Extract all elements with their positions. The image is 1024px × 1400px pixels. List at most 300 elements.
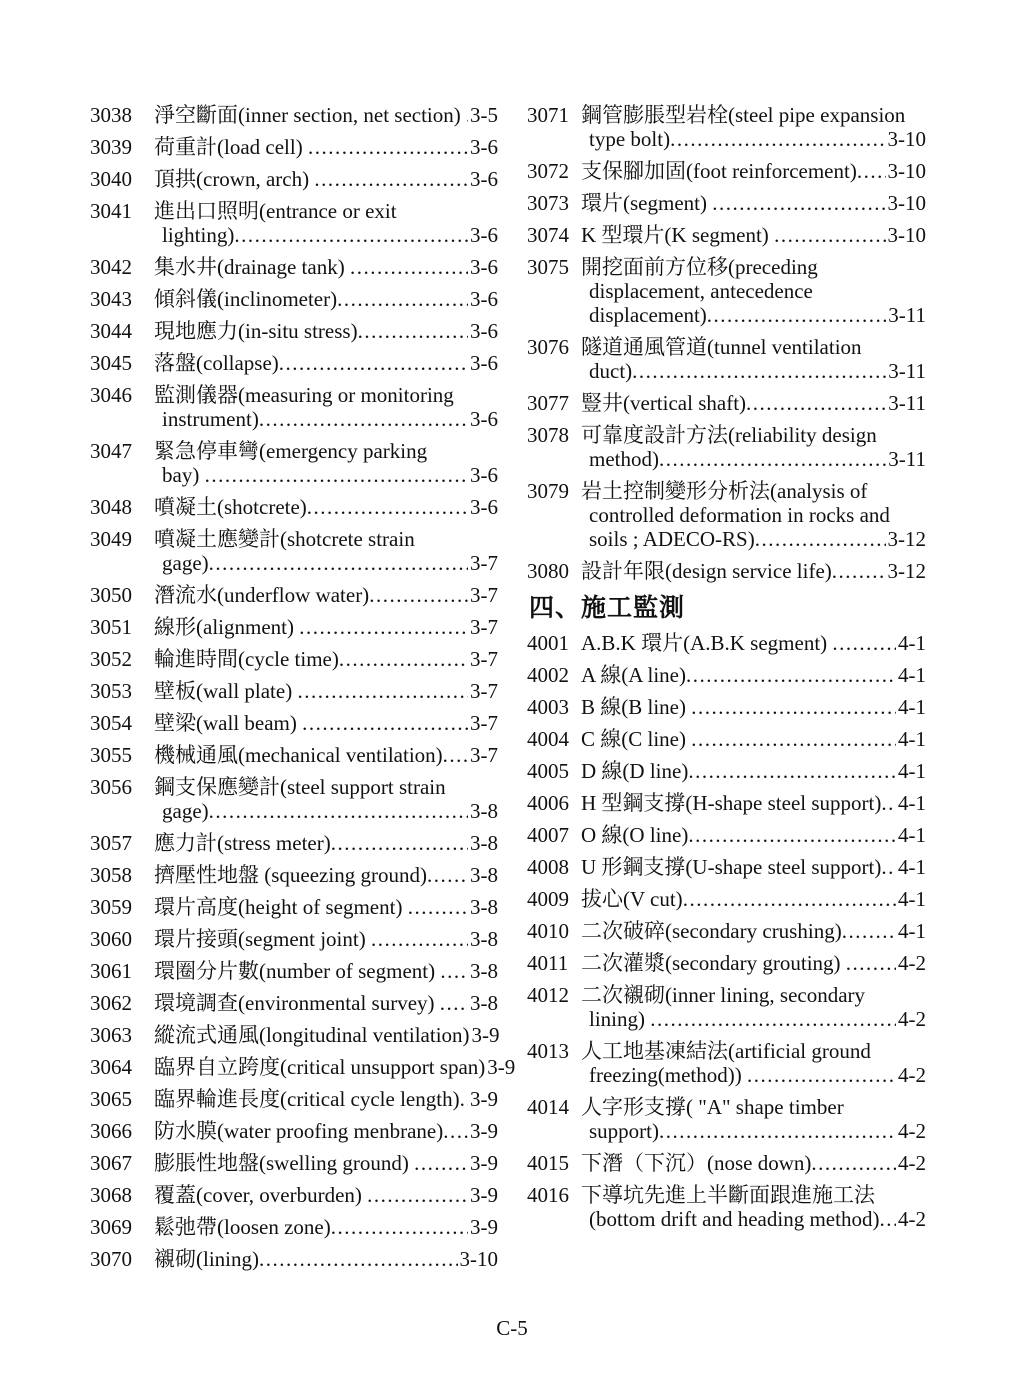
entry-number: 3056 — [90, 775, 132, 799]
entry-number: 3066 — [90, 1119, 132, 1143]
entry-page-ref: 3-10 — [887, 223, 926, 247]
entry-content — [154, 255, 498, 279]
entry-number: 3041 — [90, 199, 132, 223]
dot-leader — [688, 823, 896, 847]
entry-content — [581, 335, 926, 383]
entry-number: 3058 — [90, 863, 132, 887]
entry-number: 4007 — [527, 823, 569, 847]
entry-content — [154, 287, 498, 311]
dot-leader — [443, 1119, 468, 1143]
entry-page-ref: 3-6 — [470, 167, 498, 191]
entry-content — [154, 1023, 498, 1047]
dot-leader — [205, 463, 468, 487]
entry-page-ref: 3-9 — [470, 1087, 498, 1111]
entry-text: U 形鋼支撐(U-shape steel support) — [581, 855, 882, 879]
index-entry — [527, 695, 926, 719]
entry-content — [154, 743, 498, 767]
entry-content — [154, 831, 498, 855]
entry-page-ref: 3-11 — [888, 447, 926, 471]
entry-number: 3067 — [90, 1151, 132, 1175]
entry-content — [154, 711, 498, 735]
entry-page-ref: 4-2 — [898, 1119, 926, 1143]
index-entry — [527, 1183, 926, 1231]
dot-leader — [371, 927, 468, 951]
index-entry — [90, 927, 498, 951]
entry-page-ref: 3-7 — [470, 551, 498, 575]
dot-leader — [209, 799, 468, 823]
entry-line — [581, 823, 926, 847]
entry-line — [581, 951, 926, 975]
dot-leader — [842, 919, 896, 943]
entry-content — [581, 631, 926, 655]
entry-page-ref: 3-6 — [470, 463, 498, 487]
entry-content — [581, 223, 926, 247]
entry-line — [154, 1055, 516, 1079]
index-entry — [90, 167, 498, 191]
entry-line — [154, 831, 498, 855]
entry-page-ref: 4-1 — [898, 727, 926, 751]
entry-content — [581, 103, 926, 151]
entry-content — [581, 1039, 926, 1087]
entry-text: 人字形支撐( "A" shape timber — [581, 1095, 844, 1119]
entry-text: 拔心(V cut) — [581, 887, 683, 911]
index-entry — [527, 663, 926, 687]
entry-line — [581, 1039, 926, 1063]
entry-line — [154, 463, 498, 487]
entry-text: 二次襯砌(inner lining, secondary — [581, 983, 866, 1007]
entry-line — [154, 927, 498, 951]
entry-number: 3040 — [90, 167, 132, 191]
entry-line — [581, 791, 926, 815]
entry-line — [581, 447, 926, 471]
entry-line — [581, 1095, 926, 1119]
entry-line — [581, 1007, 926, 1031]
entry-page-ref: 3-7 — [470, 711, 498, 735]
dot-leader — [755, 527, 886, 551]
entry-line — [581, 1063, 926, 1087]
entry-line — [154, 223, 498, 247]
entry-line — [581, 919, 926, 943]
entry-page-ref: 3-6 — [470, 255, 498, 279]
entry-content — [154, 647, 498, 671]
index-entry — [527, 631, 926, 655]
entry-page-ref: 3-6 — [470, 495, 498, 519]
entry-number: 3068 — [90, 1183, 132, 1207]
entry-number: 3046 — [90, 383, 132, 407]
index-entry — [527, 759, 926, 783]
index-entry — [527, 423, 926, 471]
entry-text: 頂拱(crown, arch) — [154, 167, 315, 191]
entry-content — [581, 159, 926, 183]
dot-leader — [209, 551, 468, 575]
entry-content — [581, 951, 926, 975]
entry-text: 落盤(collapse) — [154, 351, 279, 375]
entry-number: 3039 — [90, 135, 132, 159]
entry-line — [154, 799, 498, 823]
index-entry — [527, 479, 926, 551]
entry-number: 3071 — [527, 103, 569, 127]
entry-line — [581, 695, 926, 719]
index-entry — [90, 1055, 516, 1079]
entry-content — [154, 1055, 516, 1079]
index-entry — [90, 1247, 498, 1271]
entry-number: 3064 — [90, 1055, 132, 1079]
entry-page-ref: 3-10 — [887, 159, 926, 183]
entry-content — [581, 391, 926, 415]
entry-text: (bottom drift and heading method) — [589, 1207, 880, 1231]
entry-number: 4012 — [527, 983, 569, 1007]
entry-page-ref: 4-2 — [898, 1151, 926, 1175]
entry-number: 3078 — [527, 423, 569, 447]
entry-content — [154, 527, 498, 575]
index-entry — [90, 199, 498, 247]
dot-leader — [686, 663, 896, 687]
entry-number: 4005 — [527, 759, 569, 783]
entry-text: 潛流水(underflow water) — [154, 583, 370, 607]
index-entry — [90, 383, 498, 431]
entry-text: C 線(C line) — [581, 727, 692, 751]
entry-content — [581, 1183, 926, 1231]
dot-leader — [688, 759, 896, 783]
entry-content — [154, 495, 498, 519]
entry-content — [581, 423, 926, 471]
entry-text: gage) — [162, 799, 209, 823]
entry-text: 輪進時間(cycle time) — [154, 647, 339, 671]
entry-line — [154, 1151, 498, 1175]
dot-leader — [746, 391, 886, 415]
index-entry — [90, 679, 498, 703]
entry-line — [154, 383, 498, 407]
entry-content — [581, 887, 926, 911]
entry-number: 3077 — [527, 391, 569, 415]
index-entry — [90, 775, 498, 823]
entry-line — [581, 503, 926, 527]
entry-page-ref: 3-7 — [470, 743, 498, 767]
index-entry — [90, 495, 498, 519]
dot-leader — [659, 447, 886, 471]
entry-line — [581, 359, 926, 383]
entry-content — [154, 103, 498, 127]
entry-page-ref: 3-8 — [470, 895, 498, 919]
entry-text: 豎井(vertical shaft) — [581, 391, 747, 415]
entry-line — [154, 319, 498, 343]
entry-page-ref: 4-1 — [898, 791, 926, 815]
entry-content — [581, 759, 926, 783]
entry-page-ref: 4-1 — [898, 695, 926, 719]
entry-number: 3072 — [527, 159, 569, 183]
entry-text: 應力計(stress meter) — [154, 831, 331, 855]
index-entry — [90, 255, 498, 279]
entry-text: D 線(D line) — [581, 759, 689, 783]
index-entry — [527, 727, 926, 751]
entry-text: method) — [589, 447, 659, 471]
index-entry — [527, 1151, 926, 1175]
entry-content — [581, 983, 926, 1031]
index-entry — [527, 855, 926, 879]
entry-page-ref: 3-8 — [470, 991, 498, 1015]
entry-number: 3043 — [90, 287, 132, 311]
entry-number: 3057 — [90, 831, 132, 855]
index-entry — [527, 335, 926, 383]
index-entry — [527, 223, 926, 247]
entry-text: 二次破碎(secondary crushing) — [581, 919, 842, 943]
entry-content — [154, 959, 498, 983]
entry-page-ref: 3-12 — [887, 527, 926, 551]
entry-text: 環片高度(height of segment) — [154, 895, 408, 919]
entry-line — [154, 255, 498, 279]
entry-page-ref: 3-7 — [470, 583, 498, 607]
index-entry — [90, 135, 498, 159]
entry-line — [581, 887, 926, 911]
entry-text: displacement) — [589, 303, 707, 327]
entry-number: 3053 — [90, 679, 132, 703]
entry-line — [154, 615, 498, 639]
dot-leader — [881, 791, 896, 815]
index-entry — [90, 583, 498, 607]
entry-content — [154, 199, 498, 247]
index-entry — [527, 791, 926, 815]
dot-leader — [846, 951, 896, 975]
entry-content — [581, 559, 926, 583]
entry-line — [154, 439, 498, 463]
entry-number: 4015 — [527, 1151, 569, 1175]
entry-number: 3063 — [90, 1023, 132, 1047]
entry-line — [581, 855, 926, 879]
entry-text: 防水膜(water proofing menbrane) — [154, 1119, 444, 1143]
entry-number: 3080 — [527, 559, 569, 583]
dot-leader — [279, 351, 468, 375]
index-entry — [90, 103, 498, 127]
entry-page-ref: 3-8 — [470, 863, 498, 887]
dot-leader — [297, 679, 468, 703]
entry-number: 3048 — [90, 495, 132, 519]
index-column-left — [90, 103, 516, 1279]
entry-content — [581, 791, 926, 815]
entry-line — [154, 711, 498, 735]
entry-line — [581, 103, 926, 127]
dot-leader — [314, 167, 468, 191]
entry-text: 現地應力(in-situ stress) — [154, 319, 358, 343]
index-entry — [527, 1095, 926, 1143]
index-entry — [90, 991, 498, 1015]
entry-page-ref: 3-10 — [887, 127, 926, 151]
entry-text: 縱流式通風(longitudinal ventilation) — [154, 1023, 470, 1047]
entry-page-ref: 3-7 — [470, 615, 498, 639]
entry-number: 3054 — [90, 711, 132, 735]
dot-leader — [358, 319, 468, 343]
index-entry — [90, 711, 498, 735]
entry-line — [154, 1023, 498, 1047]
entry-text: O 線(O line) — [581, 823, 689, 847]
entry-text: 可靠度設計方法(reliability design — [581, 423, 877, 447]
entry-line — [154, 103, 498, 127]
entry-content — [581, 1151, 926, 1175]
entry-line — [581, 1207, 926, 1231]
entry-content — [154, 1151, 498, 1175]
dot-leader — [691, 695, 896, 719]
entry-content — [154, 319, 498, 343]
entry-number: 4014 — [527, 1095, 569, 1119]
index-entry — [90, 351, 498, 375]
entry-text: 噴凝土應變計(shotcrete strain — [154, 527, 415, 551]
entry-number: 3052 — [90, 647, 132, 671]
entry-line — [581, 663, 926, 687]
entry-line — [581, 159, 926, 183]
entry-content — [581, 479, 926, 551]
entry-page-ref: 3-9 — [470, 1183, 498, 1207]
entry-page-ref: 4-2 — [898, 1207, 926, 1231]
entry-text: 二次灌漿(secondary grouting) — [581, 951, 846, 975]
entry-content — [154, 383, 498, 431]
entry-number: 4016 — [527, 1183, 569, 1207]
entry-content — [581, 663, 926, 687]
entry-number: 3055 — [90, 743, 132, 767]
entry-content — [581, 695, 926, 719]
entry-number: 4010 — [527, 919, 569, 943]
index-entry — [90, 959, 498, 983]
dot-leader — [659, 1119, 896, 1143]
entry-text: 開挖面前方位移(preceding — [581, 255, 818, 279]
entry-content — [154, 895, 498, 919]
index-entry — [90, 287, 498, 311]
entry-line — [154, 407, 498, 431]
dot-leader — [440, 959, 468, 983]
entry-line — [154, 135, 498, 159]
index-entry — [90, 527, 498, 575]
entry-text: 下潛（下沉）(nose down) — [581, 1151, 812, 1175]
entry-number: 4013 — [527, 1039, 569, 1063]
entry-page-ref: 3-11 — [888, 359, 926, 383]
entry-page-ref: 3-6 — [470, 319, 498, 343]
dot-leader — [443, 743, 468, 767]
dot-leader — [774, 223, 885, 247]
dot-leader — [331, 1215, 468, 1239]
entry-page-ref: 3-5 — [470, 103, 498, 127]
entry-number: 4009 — [527, 887, 569, 911]
dot-leader — [707, 303, 886, 327]
entry-text: 下導坑先進上半斷面跟進施工法 — [581, 1183, 875, 1207]
entry-number: 4008 — [527, 855, 569, 879]
entry-text: 環片接頭(segment joint) — [154, 927, 371, 951]
entry-number: 3069 — [90, 1215, 132, 1239]
entry-text: support) — [589, 1119, 659, 1143]
entry-line — [154, 527, 498, 551]
entry-line — [154, 1119, 498, 1143]
dot-leader — [307, 495, 468, 519]
entry-text: 壁板(wall plate) — [154, 679, 298, 703]
entry-number: 3065 — [90, 1087, 132, 1111]
entry-text: B 線(B line) — [581, 695, 692, 719]
dot-leader — [234, 223, 468, 247]
entry-number: 3051 — [90, 615, 132, 639]
entry-page-ref: 4-1 — [898, 663, 926, 687]
entry-line — [581, 631, 926, 655]
entry-page-ref: 3-11 — [888, 391, 926, 415]
entry-text: lining) — [589, 1007, 651, 1031]
entry-page-ref: 3-8 — [470, 831, 498, 855]
entry-page-ref: 4-1 — [898, 919, 926, 943]
dot-leader — [259, 407, 468, 431]
entry-text: 鬆弛帶(loosen zone) — [154, 1215, 331, 1239]
entry-page-ref: 3-8 — [470, 927, 498, 951]
index-entry — [527, 1039, 926, 1087]
entry-line — [154, 959, 498, 983]
entry-content — [154, 1183, 498, 1207]
entry-line — [154, 775, 498, 799]
entry-number: 3076 — [527, 335, 569, 359]
index-entry — [527, 983, 926, 1031]
entry-text: 人工地基凍結法(artificial ground — [581, 1039, 871, 1063]
index-entry — [527, 823, 926, 847]
entry-content — [154, 863, 498, 887]
entry-text: 鋼支保應變計(steel support strain — [154, 775, 446, 799]
entry-page-ref: 3-10 — [887, 191, 926, 215]
entry-page-ref: 3-7 — [470, 679, 498, 703]
entry-line — [154, 1215, 498, 1239]
entry-text: 集水井(drainage tank) — [154, 255, 350, 279]
entry-content — [154, 1247, 498, 1271]
entry-text: bay) — [162, 463, 205, 487]
entry-text: 環片(segment) — [581, 191, 713, 215]
entry-content — [154, 991, 498, 1015]
entry-line — [581, 479, 926, 503]
entry-text: displacement, antecedence — [589, 279, 813, 303]
entry-page-ref: 3-10 — [459, 1247, 498, 1271]
entry-line — [154, 287, 498, 311]
entry-text: soils ; ADECO-RS) — [589, 527, 755, 551]
entry-text: 臨界自立跨度(critical unsupport span) — [154, 1055, 486, 1079]
entry-number: 3079 — [527, 479, 569, 503]
dot-leader — [881, 855, 896, 879]
entry-number: 4001 — [527, 631, 569, 655]
entry-content — [154, 1087, 498, 1111]
entry-line — [154, 583, 498, 607]
entry-text: lighting) — [162, 223, 235, 247]
entry-line — [581, 559, 926, 583]
index-entry — [527, 919, 926, 943]
entry-page-ref: 3-6 — [470, 223, 498, 247]
dot-leader — [337, 287, 468, 311]
entry-content — [154, 167, 498, 191]
entry-number: 3062 — [90, 991, 132, 1015]
dot-leader — [308, 135, 468, 159]
entry-content — [154, 1215, 498, 1239]
index-entry — [527, 103, 926, 151]
entry-page-ref: 4-2 — [898, 951, 926, 975]
entry-text: H 型鋼支撐(H-shape steel support) — [581, 791, 882, 815]
entry-content — [581, 823, 926, 847]
index-entry — [527, 951, 926, 975]
entry-text: A.B.K 環片(A.B.K segment) — [581, 631, 833, 655]
section-heading: 四、施工監測 — [529, 594, 686, 622]
entry-text: controlled deformation in rocks and — [589, 503, 890, 527]
dot-leader — [460, 1087, 468, 1111]
entry-line — [581, 983, 926, 1007]
entry-text: freezing(method)) — [589, 1063, 748, 1087]
entry-number: 3050 — [90, 583, 132, 607]
entry-line — [581, 527, 926, 551]
entry-text: 覆蓋(cover, overburden) — [154, 1183, 368, 1207]
entry-text: 線形(alignment) — [154, 615, 300, 639]
dot-leader — [350, 255, 468, 279]
entry-content — [581, 919, 926, 943]
dot-leader — [857, 159, 886, 183]
index-entry — [90, 1151, 498, 1175]
index-entry — [90, 319, 498, 343]
entry-content — [154, 679, 498, 703]
entry-content — [581, 855, 926, 879]
entry-line — [154, 743, 498, 767]
